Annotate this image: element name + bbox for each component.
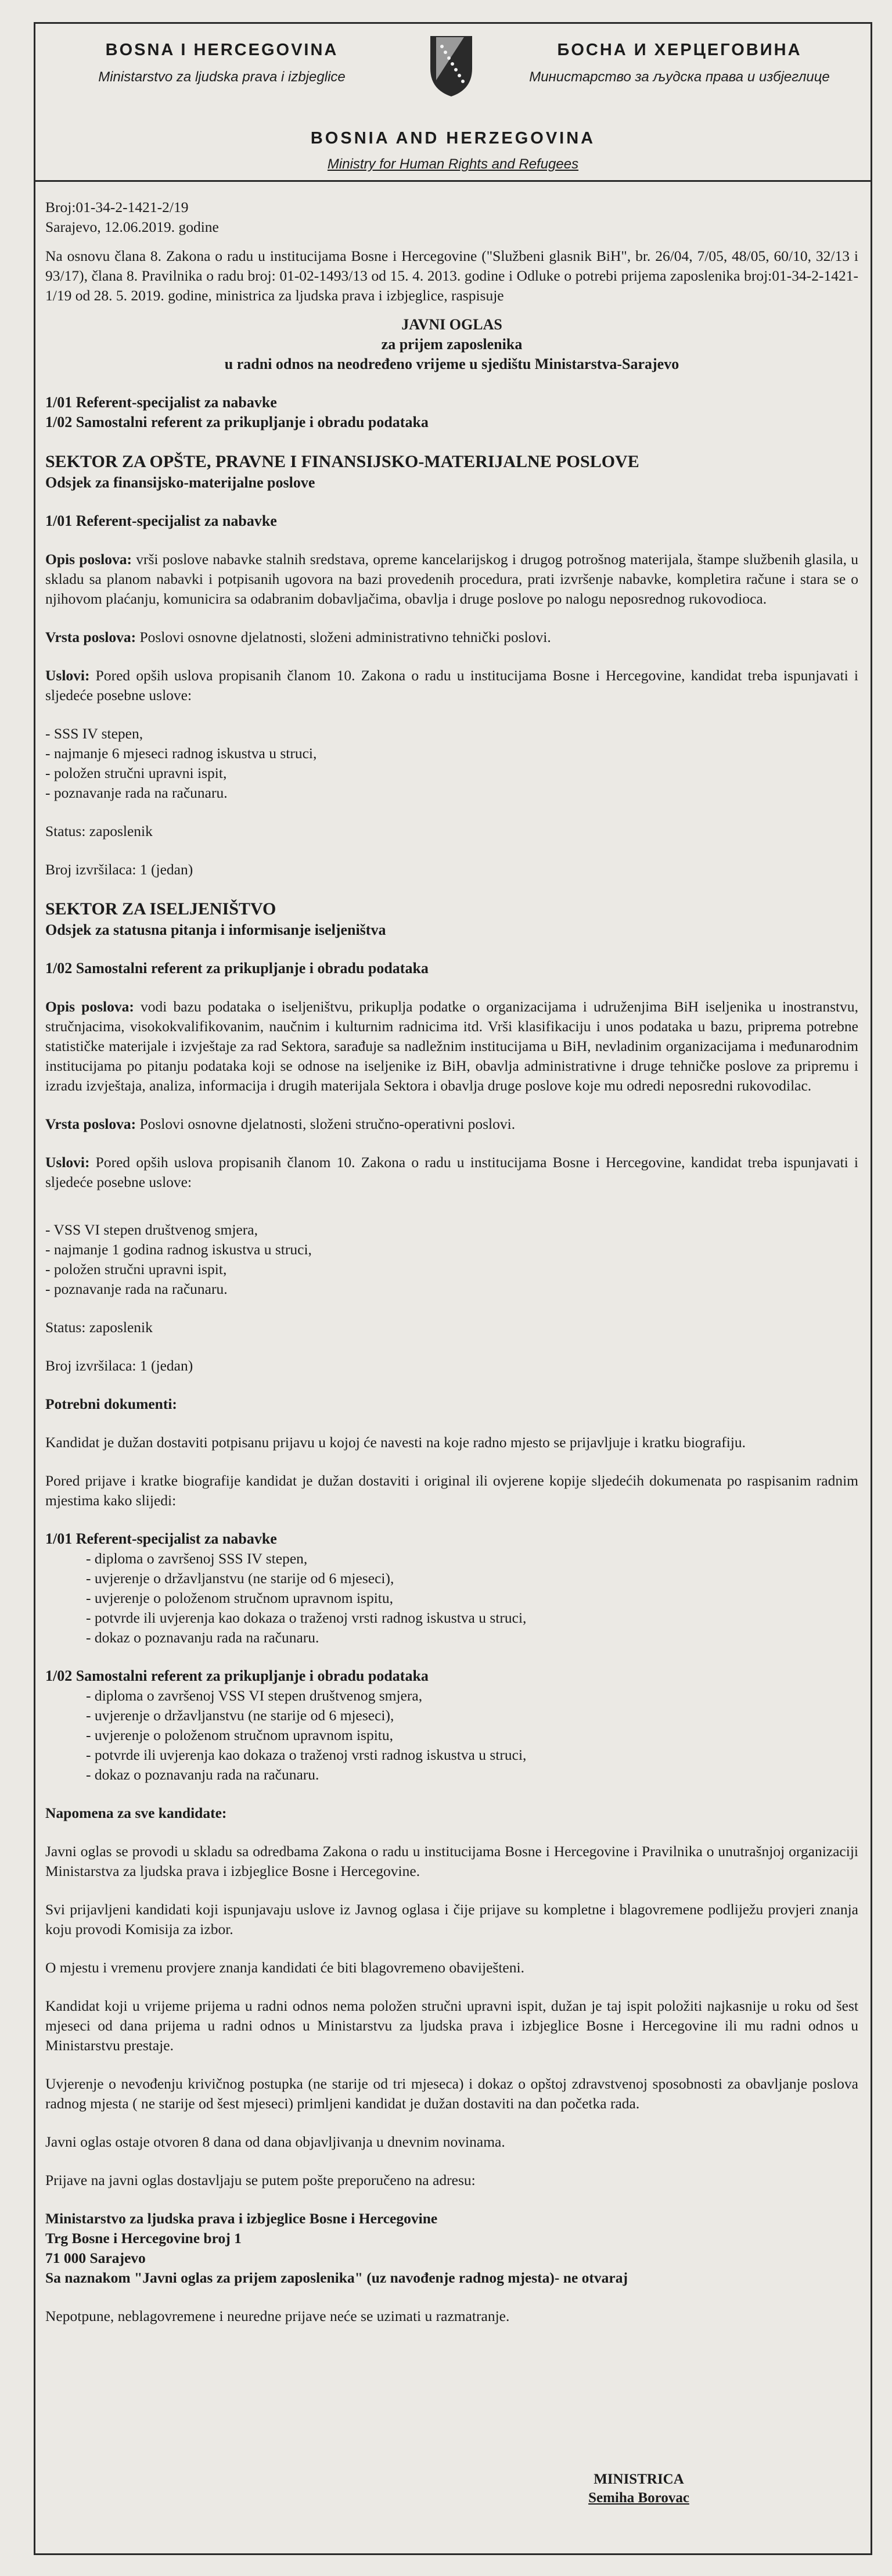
list-item: - diploma o završenoj VSS VI stepen društvenog smjera, xyxy=(86,1687,423,1704)
employment-status: Status: zaposlenik xyxy=(45,1319,153,1336)
list-item: - potvrde ili uvjerenja kao dokaza o traženoj vrsti radnog iskustva u struci, xyxy=(86,1609,527,1626)
doc-subtitle-2: u radni odnos na neodređeno vrijeme u sjedištu Ministarstva-Sarajevo xyxy=(224,356,679,372)
note-paragraph: Kandidat koji u vrijeme prijema u radni odnos nema položen stručni upravni ispit, dužan je taj ispit položiti najkasnije u roku od šest mjeseci od dana prijema u radni odnos u Ministarstvu za ljudska prava i izbjeglice Bosne i Hercegovine ili mu radni odnos u Ministarstvu prestaje. xyxy=(45,1997,858,2054)
doc-date: Sarajevo, 12.06.2019. godine xyxy=(45,218,219,235)
header-country-cyrillic: БОСНА И ХЕРЦЕГОВИНА xyxy=(557,41,802,59)
header-country-latin: BOSNA I HERCEGOVINA xyxy=(105,41,339,59)
list-item: - uvjerenje o položenom stručnom upravnom ispitu, xyxy=(86,1727,394,1743)
job-type-text: Poslovi osnovne djelatnosti, složeni stručno-operativni poslovi. xyxy=(136,1115,516,1132)
doc-number: Broj:01-34-2-1421-2/19 xyxy=(45,199,189,216)
job-type xyxy=(45,1114,858,1134)
job-type-text: Poslovi osnovne djelatnosti, složeni administrativno tehnički poslovi. xyxy=(136,629,551,645)
address-line: Trg Bosne i Hercegovine broj 1 xyxy=(45,2230,242,2247)
header-divider xyxy=(34,180,872,182)
position-title: 1/02 Samostalni referent za prikupljanje i obradu podataka xyxy=(45,960,429,977)
job-description xyxy=(45,997,858,1096)
position-title: 1/01 Referent-specijalist za nabavke xyxy=(45,512,277,529)
doc-title: JAVNI OGLAS xyxy=(401,316,502,333)
notes-label: Napomena za sve kandidate: xyxy=(45,1804,227,1821)
header-ministry-latin: Ministarstvo za ljudska prava i izbjeglice xyxy=(98,69,346,85)
sector-title: SEKTOR ZA ISELJENIŠTVO xyxy=(45,899,276,919)
job-conditions-label: Uslovi: xyxy=(45,1154,90,1171)
job-type xyxy=(45,627,858,647)
note-paragraph: Nepotpune, neblagovremene i neuredne prijave neće se uzimati u razmatranje. xyxy=(45,2308,510,2324)
job-conditions-label: Uslovi: xyxy=(45,667,90,684)
job-conditions-text: Pored opših uslova propisanih članom 10. Zakona o radu u institucijama Bosne i Hercegovine, kandidat treba ispunjavati i sljedeće posebne uslove: xyxy=(45,667,858,704)
job-conditions xyxy=(45,666,858,705)
header-center xyxy=(34,129,872,173)
note-paragraph: Svi prijavljeni kandidati koji ispunjavaju uslove iz Javnog oglasa i čije prijave su kompletne i blagovremene podliježu provjeri znanja koju provodi Komisija za izbor. xyxy=(45,1901,858,1938)
coat-of-arms-icon xyxy=(428,34,474,99)
department-title: Odsjek za finansijsko-materijalne poslove xyxy=(45,474,315,491)
job-description-text: vodi bazu podataka o iseljeništvu, prikuplja podatke o organizacijama i udruženjima BiH iseljenika u inostranstvu, stručnjacima, visokokvalifikovanim, naučnim i kulturnim radnicima itd. Vrši klasifikaciju i unos podataka u bazu, priprema potrebne statističke materijale i izvještaje za rad Sektora, sarađuje sa nadležnim institucijama u BiH, nevladinim organizacijama i međunarodnim institucijama po pitanju podataka koji se odnose na iseljenike iz BiH, obavlja administrativne i druge tehničke poslove za pripremu i izradu izvještaja, analiza, informacija i drugih materijala Sektora i obavlja druge poslove koje mu odredi neposredni rukovodilac. xyxy=(45,998,858,1094)
list-item: - uvjerenje o položenom stručnom upravnom ispitu, xyxy=(86,1590,394,1606)
job-description xyxy=(45,550,858,609)
list-item: - poznavanje rada na računaru. xyxy=(45,1280,228,1297)
department-title: Odsjek za statusna pitanja i informisanje iseljeništva xyxy=(45,921,386,938)
list-item: - dokaz o poznavanju rada na računaru. xyxy=(86,1629,319,1646)
job-type-label: Vrsta poslova: xyxy=(45,629,136,645)
conditions-list xyxy=(45,724,858,803)
header-ministry-cyrillic: Министарство за људска права и избјеглице xyxy=(529,69,830,85)
header-country-english: BOSNIA AND HERZEGOVINA xyxy=(310,129,596,148)
note-paragraph: Javni oglas se provodi u skladu sa odredbama Zakona o radu u institucijama Bosne i Hercegovine i Pravilnika o unutrašnjoj organizaciji Ministarstva za ljudska prava i izbjeglice Bosne i Hercegovine. xyxy=(45,1843,858,1879)
list-item: - najmanje 1 godina radnog iskustva u struci, xyxy=(45,1241,312,1258)
list-item: - najmanje 6 mjeseci radnog iskustva u struci, xyxy=(45,745,317,762)
header-left xyxy=(48,41,396,85)
documents-list xyxy=(45,1686,858,1785)
employment-status: Status: zaposlenik xyxy=(45,823,153,839)
sector-title: SEKTOR ZA OPŠTE, PRAVNE I FINANSIJSKO-MATERIJALNE POSLOVE xyxy=(45,452,639,471)
signature-name: Semiha Borovac xyxy=(588,2490,689,2506)
note-paragraph: O mjestu i vremenu provjere znanja kandidati će biti blagovremeno obaviješteni. xyxy=(45,1959,524,1976)
address-line: Ministarstvo za ljudska prava i izbjeglice Bosne i Hercegovine xyxy=(45,2210,438,2227)
job-description-label: Opis poslova: xyxy=(45,551,132,568)
note-paragraph: Prijave na javni oglas dostavljaju se putem pošte preporučeno na adresu: xyxy=(45,2172,476,2188)
documents-paragraph: Kandidat je dužan dostaviti potpisanu prijavu u kojoj će navesti na koje radno mjesto se prijavljuje i kratku biografiju. xyxy=(45,1434,746,1451)
job-description-label: Opis poslova: xyxy=(45,998,134,1015)
position-list-1: 1/01 Referent-specijalist za nabavke xyxy=(45,394,277,411)
list-item: - potvrde ili uvjerenja kao dokaza o traženoj vrsti radnog iskustva u struci, xyxy=(86,1746,527,1763)
list-item: - položen stručni upravni ispit, xyxy=(45,765,227,781)
signature-role: MINISTRICA xyxy=(594,2471,684,2487)
signature-block xyxy=(546,2470,732,2507)
list-item: - VSS VI stepen društvenog smjera, xyxy=(45,1221,258,1238)
list-item: - diploma o završenoj SSS IV stepen, xyxy=(86,1550,308,1567)
documents-list xyxy=(45,1549,858,1648)
note-paragraph: Javni oglas ostaje otvoren 8 dana od dana objavljivanja u dnevnim novinama. xyxy=(45,2133,505,2150)
documents-group-title: 1/01 Referent-specijalist za nabavke xyxy=(45,1530,277,1547)
header-right xyxy=(499,41,859,85)
announcement-body xyxy=(45,198,858,2326)
list-item: - uvjerenje o državljanstvu (ne starije od 6 mjeseci), xyxy=(86,1707,394,1724)
list-item: - uvjerenje o državljanstvu (ne starije od 6 mjeseci), xyxy=(86,1570,394,1587)
address-line: 71 000 Sarajevo xyxy=(45,2249,146,2266)
job-type-label: Vrsta poslova: xyxy=(45,1115,136,1132)
documents-label: Potrebni dokumenti: xyxy=(45,1395,177,1412)
conditions-list xyxy=(45,1220,858,1299)
documents-paragraph: Pored prijave i kratke biografije kandidat je dužan dostaviti i original ili ovjerene kopije sljedećih dokumenata po raspisanim radnim mjestima kako slijedi: xyxy=(45,1472,858,1509)
list-item: - SSS IV stepen, xyxy=(45,725,143,742)
list-item: - položen stručni upravni ispit, xyxy=(45,1261,227,1278)
doc-subtitle: za prijem zaposlenika xyxy=(381,336,523,353)
list-item: - poznavanje rada na računaru. xyxy=(45,784,228,801)
address-line: Sa naznakom "Javni oglas za prijem zaposlenika" (uz navođenje radnog mjesta)- ne otvaraj xyxy=(45,2269,628,2286)
documents-group-title: 1/02 Samostalni referent za prikupljanje i obradu podataka xyxy=(45,1667,429,1684)
executor-count: Broj izvršilaca: 1 (jedan) xyxy=(45,1357,193,1374)
note-paragraph: Uvjerenje o nevođenju krivičnog postupka (ne starije od tri mjeseca) i dokaz o opštoj zdravstvenoj sposobnosti za obavljanje poslova radnog mjesta ( ne starije od šest mjeseci) primljeni kandidat je dužan dostaviti na dan početka rada. xyxy=(45,2075,858,2112)
job-description-text: vrši poslove nabavke stalnih sredstava, opreme kancelarijskog i drugog potrošnog materijala, štampe službenih glasila, u skladu sa planom nabavki i potpisanih ugovora na bazi provedenih procedura, prati izvršenje nabavke, kompletira račune i stara se o njihovom plaćanju, komunicira sa odabranim dobavljačima, obavlja i druge poslove po nalogu neposrednog rukovodioca. xyxy=(45,551,858,607)
position-list-2: 1/02 Samostalni referent za prikupljanje i obradu podataka xyxy=(45,414,429,430)
list-item: - dokaz o poznavanju rada na računaru. xyxy=(86,1766,319,1783)
job-conditions xyxy=(45,1153,858,1192)
doc-intro: Na osnovu člana 8. Zakona o radu u institucijama Bosne i Hercegovine ("Službeni glasnik BiH", br. 26/04, 7/05, 48/05, 60/10, 32/13 i 93/17), člana 8. Pravilnika o radu broj: 01-02-1493/13 od 15. 4. 2013. godine i Odluke o potrebi prijema zaposlenika broj:01-34-2-1421-1/19 od 28. 5. 2019. godine, ministrica za ljudska prava i izbjeglice, raspisuje xyxy=(45,247,858,304)
executor-count: Broj izvršilaca: 1 (jedan) xyxy=(45,861,193,878)
header-ministry-english: Ministry for Human Rights and Refugees xyxy=(327,156,579,172)
job-conditions-text: Pored opših uslova propisanih članom 10. Zakona o radu u institucijama Bosne i Hercegovine, kandidat treba ispunjavati i sljedeće posebne uslove: xyxy=(45,1154,858,1190)
